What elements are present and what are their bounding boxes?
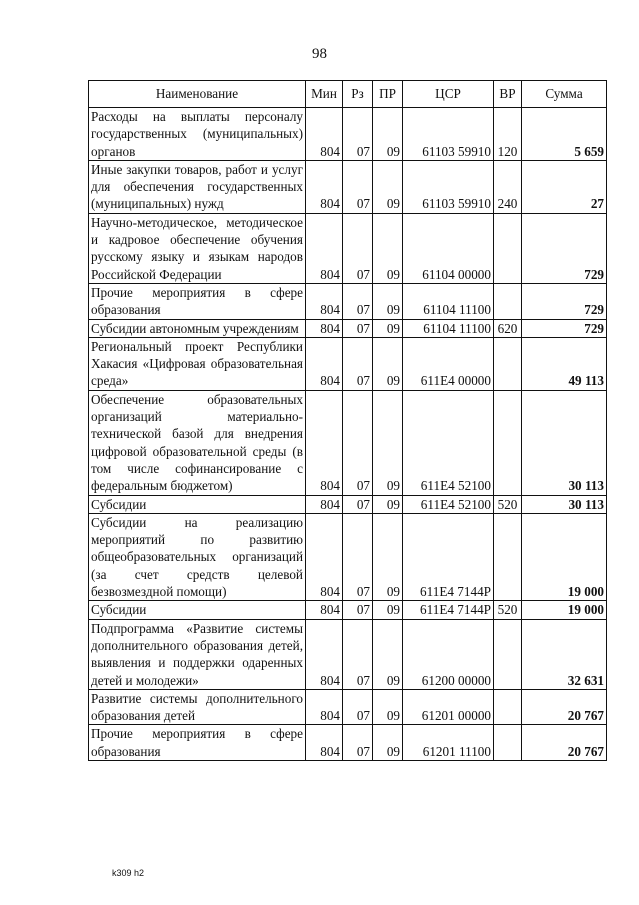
row-vr [494,390,522,495]
row-rz: 07 [343,513,373,600]
row-name: Научно-методическое, методическое и кадровое обеспечение обучения русскому языку и языкам народов Российской Федерации [89,213,306,283]
row-pr: 09 [373,619,403,689]
row-min: 804 [306,689,343,725]
row-pr: 09 [373,108,403,161]
row-vr [494,619,522,689]
row-rz: 07 [343,319,373,337]
header-csr: ЦСР [403,81,494,108]
row-sum: 19 000 [522,601,607,619]
table-row [89,390,607,495]
table-row [89,601,607,619]
row-sum: 49 113 [522,337,607,390]
row-csr: 61104 11100 [403,283,494,319]
row-name: Иные закупки товаров, работ и услуг для обеспечения государственных (муниципальных) нужд [89,160,306,213]
row-rz: 07 [343,601,373,619]
row-sum: 729 [522,283,607,319]
row-sum: 30 113 [522,495,607,513]
row-csr: 61104 11100 [403,319,494,337]
row-min: 804 [306,337,343,390]
row-name: Субсидии на реализацию мероприятий по развитию общеобразовательных организаций (за счет средств целевой безвозмездной помощи) [89,513,306,600]
row-name: Субсидии автономным учреждениям [89,319,306,337]
table-row [89,495,607,513]
row-pr: 09 [373,283,403,319]
table-row [89,319,607,337]
row-name: Развитие системы дополнительного образования детей [89,689,306,725]
row-sum: 5 659 [522,108,607,161]
page-number: 98 [312,46,327,62]
row-rz: 07 [343,689,373,725]
row-name: Субсидии [89,601,306,619]
row-csr: 611E4 7144P [403,601,494,619]
row-rz: 07 [343,108,373,161]
row-sum: 30 113 [522,390,607,495]
row-pr: 09 [373,495,403,513]
row-vr: 520 [494,495,522,513]
table-row [89,160,607,213]
row-rz: 07 [343,725,373,761]
row-vr: 520 [494,601,522,619]
row-vr [494,513,522,600]
row-vr [494,725,522,761]
row-min: 804 [306,601,343,619]
row-vr [494,689,522,725]
row-csr: 61200 00000 [403,619,494,689]
row-rz: 07 [343,495,373,513]
header-min: Мин [306,81,343,108]
row-min: 804 [306,390,343,495]
row-vr [494,213,522,283]
row-csr: 611E4 00000 [403,337,494,390]
header-name: Наименование [89,81,306,108]
row-min: 804 [306,213,343,283]
row-sum: 20 767 [522,689,607,725]
row-pr: 09 [373,337,403,390]
row-sum: 729 [522,319,607,337]
row-name: Подпрограмма «Развитие системы дополнительного образования детей, выявления и поддержки одаренных детей и молодежи» [89,619,306,689]
row-vr: 120 [494,108,522,161]
row-csr: 61104 00000 [403,213,494,283]
row-name: Субсидии [89,495,306,513]
row-name: Прочие мероприятия в сфере образования [89,283,306,319]
row-pr: 09 [373,160,403,213]
row-name: Региональный проект Республики Хакасия «Цифровая образовательная среда» [89,337,306,390]
row-pr: 09 [373,601,403,619]
table-row [89,513,607,600]
row-sum: 729 [522,213,607,283]
budget-table [88,80,607,761]
row-min: 804 [306,725,343,761]
row-min: 804 [306,619,343,689]
row-sum: 20 767 [522,725,607,761]
row-csr: 61201 00000 [403,689,494,725]
row-csr: 61201 11100 [403,725,494,761]
table-row [89,337,607,390]
row-rz: 07 [343,283,373,319]
table-row [89,108,607,161]
table-row [89,619,607,689]
row-pr: 09 [373,689,403,725]
row-vr: 240 [494,160,522,213]
row-min: 804 [306,160,343,213]
row-rz: 07 [343,619,373,689]
row-pr: 09 [373,513,403,600]
row-name: Обеспечение образовательных организаций материально-технической базой для внедрения цифровой образовательной среды (в том числе софинансирование с федеральным бюджетом) [89,390,306,495]
header-vr: ВР [494,81,522,108]
table-row [89,725,607,761]
row-min: 804 [306,513,343,600]
table-row [89,283,607,319]
row-vr [494,283,522,319]
table-row [89,213,607,283]
row-csr: 61103 59910 [403,108,494,161]
table-header-row [89,81,607,108]
row-rz: 07 [343,337,373,390]
row-pr: 09 [373,213,403,283]
row-min: 804 [306,495,343,513]
header-pr: ПР [373,81,403,108]
row-rz: 07 [343,213,373,283]
row-pr: 09 [373,390,403,495]
row-sum: 27 [522,160,607,213]
row-min: 804 [306,108,343,161]
row-csr: 61103 59910 [403,160,494,213]
row-vr [494,337,522,390]
footer-code: k309 h2 [112,868,145,878]
row-csr: 611E4 52100 [403,390,494,495]
row-csr: 611E4 7144P [403,513,494,600]
row-pr: 09 [373,725,403,761]
header-sum: Сумма [522,81,607,108]
row-name: Прочие мероприятия в сфере образования [89,725,306,761]
row-rz: 07 [343,160,373,213]
row-pr: 09 [373,319,403,337]
table-body [89,108,607,761]
row-csr: 611E4 52100 [403,495,494,513]
table-row [89,689,607,725]
header-rz: Рз [343,81,373,108]
row-min: 804 [306,319,343,337]
row-min: 804 [306,283,343,319]
row-rz: 07 [343,390,373,495]
row-sum: 32 631 [522,619,607,689]
row-name: Расходы на выплаты персоналу государственных (муниципальных) органов [89,108,306,161]
row-vr: 620 [494,319,522,337]
row-sum: 19 000 [522,513,607,600]
